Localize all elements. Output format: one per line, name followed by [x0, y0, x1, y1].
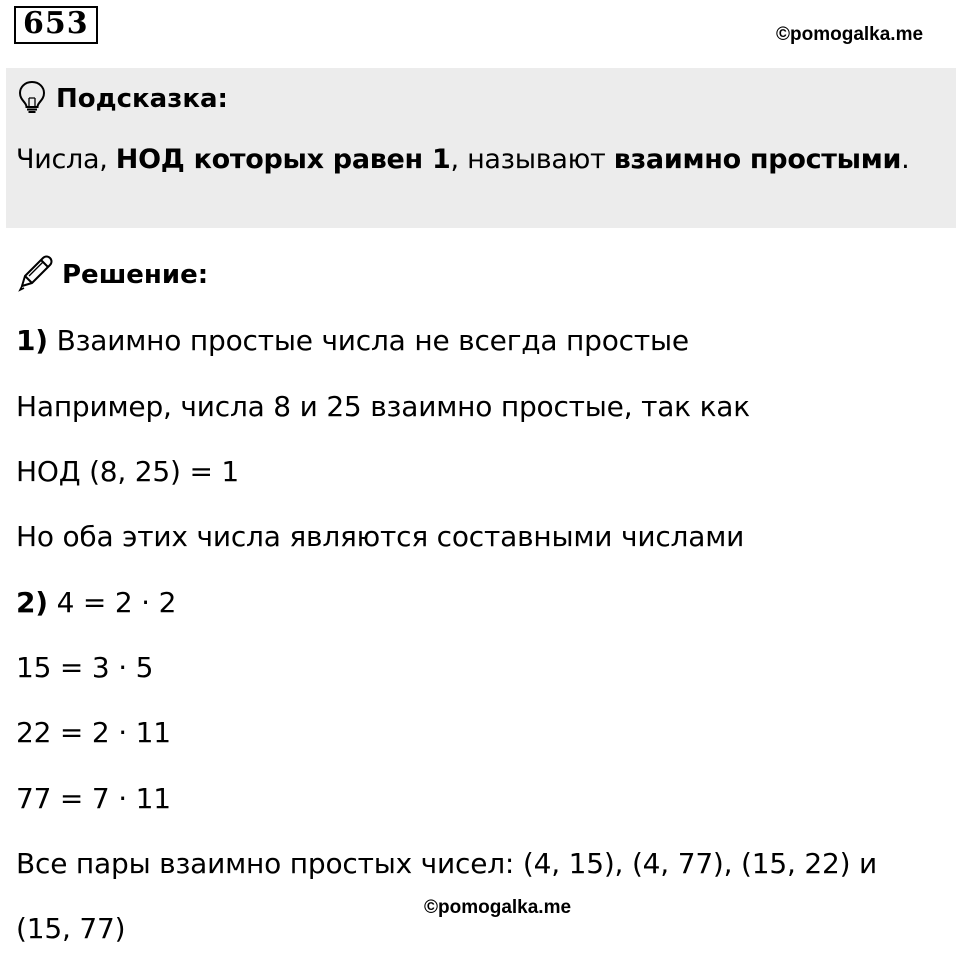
watermark-top: ©pomogalka.me	[776, 24, 924, 45]
solution-line: НОД (8, 25) = 1	[16, 455, 240, 488]
solution-line: Но оба этих числа являются составными числами	[16, 520, 745, 553]
solution-title: Решение:	[62, 260, 209, 290]
solution-line: 22 = 2 · 11	[16, 716, 171, 749]
hint-text: Числа, НОД которых равен 1, называют взаимно простыми.	[16, 144, 910, 175]
hint-title: Подсказка:	[56, 84, 228, 114]
solution-header	[16, 254, 208, 296]
solution-line: 1) Взаимно простые числа не всегда простые	[16, 324, 689, 357]
task-number: 653	[14, 6, 98, 44]
watermark-bottom: ©pomogalka.me	[424, 897, 572, 918]
solution-line: Все пары взаимно простых чисел: (4, 15), (4, 77), (15, 22) и	[16, 847, 878, 880]
lightbulb-icon	[18, 80, 46, 118]
solution-line: 2) 4 = 2 · 2	[16, 586, 177, 619]
solution-line: (15, 77)	[16, 912, 126, 945]
hint-header	[18, 80, 228, 118]
solution-line: 77 = 7 · 11	[16, 782, 171, 815]
pencil-icon	[16, 254, 54, 296]
solution-line: Например, числа 8 и 25 взаимно простые, так как	[16, 390, 750, 423]
solution-line: 15 = 3 · 5	[16, 651, 154, 684]
hint-box	[6, 68, 956, 228]
